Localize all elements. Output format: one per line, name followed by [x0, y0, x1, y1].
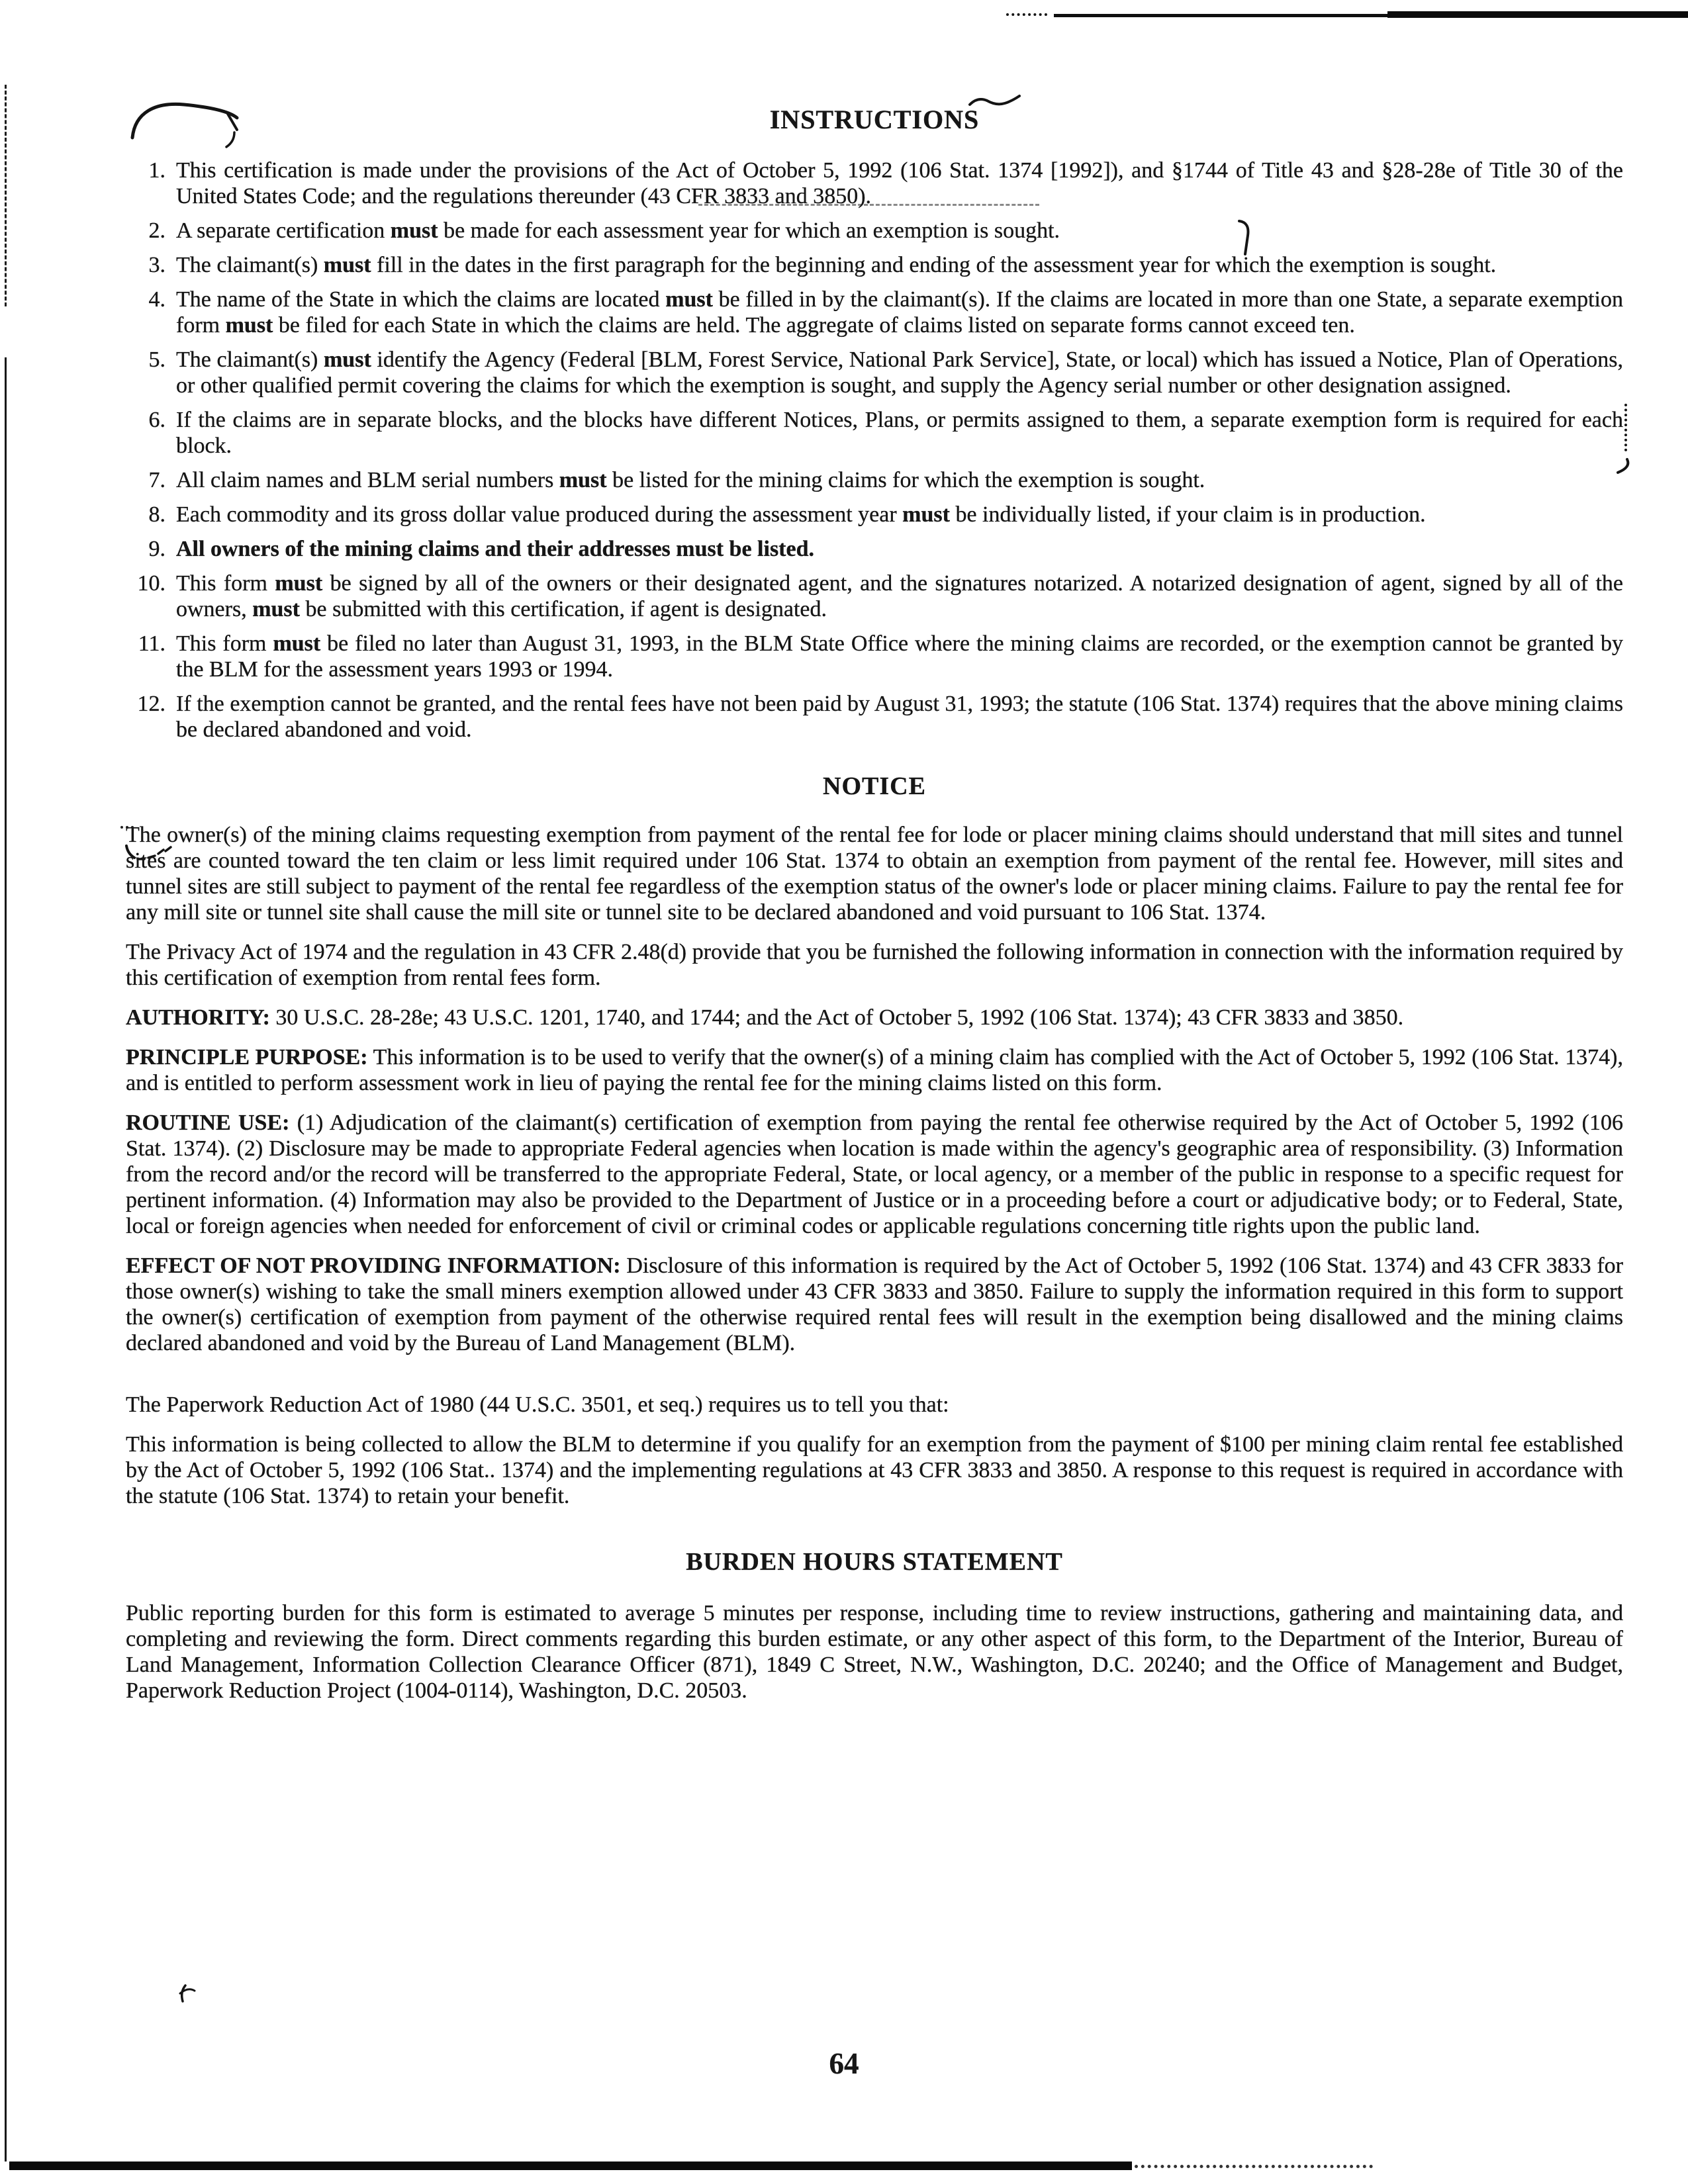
item-text: All claim names and BLM serial numbers must be listed for the mining claims for which the exemption is sought. [176, 468, 1205, 492]
item-number: 10. [137, 571, 165, 596]
instruction-item-7 [126, 467, 1623, 493]
item-text: A separate certification must be made for each assessment year for which an exemption is sought. [176, 218, 1060, 243]
item-text: The claimant(s) must identify the Agency (Federal [BLM, Forest Service, National Park Service], State, or local) which has issued a Notice, Plan of Operations, or other qualified permit covering the claims for which the exemption is sought, and supply the Agency serial number or other designation assigned. [176, 347, 1624, 398]
page-number: 64 [829, 2047, 859, 2080]
item-text: If the exemption cannot be granted, and the rental fees have not been paid by August 31, 1993; the statute (106 Stat. 1374) requires that the above mining claims be declared abandoned and void. [176, 692, 1623, 742]
scan-top-edge-line [1054, 14, 1390, 17]
item-text: Each commodity and its gross dollar value produced during the assessment year must be individually listed, if your claim is in production. [176, 502, 1426, 527]
instruction-item-2 [126, 218, 1623, 244]
handwritten-check-mark [173, 1983, 197, 2012]
notice-heading: NOTICE [823, 772, 926, 800]
item-number: 5. [148, 347, 165, 372]
scan-top-edge-bar [1387, 11, 1688, 18]
item-number: 3. [148, 253, 165, 277]
burden-hours-paragraph: Public reporting burden for this form is estimated to average 5 minutes per response, including time to review instructions, gathering and maintaining data, and completing and reviewing the form. Direct comments regarding this burden estimate, or any other aspect of this form, to the Department of the Interior, Bureau of Land Management, Information Collection Clearance Officer (871), 1849 C Street, N.W., Washington, D.C. 20240; and the Office of Management and Budget, Paperwork Reduction Project (1004-0114), Washington, D.C. 20503. [126, 1601, 1623, 1703]
instruction-item-3 [126, 252, 1623, 278]
notice-paragraph-authority: AUTHORITY: 30 U.S.C. 28-28e; 43 U.S.C. 1201, 1740, and 1744; and the Act of October 5, 1992 (106 Stat. 1374); 43 CFR 3833 and 3850. [126, 1005, 1404, 1030]
document-body [126, 105, 1623, 1717]
item-text: The name of the State in which the claims are located must be filled in by the claimant(s). If the claims are located in more than one State, a separate exemption form must be filed for each State in which the claims are held. The aggregate of claims listed on separate forms cannot exceed ten. [176, 287, 1623, 338]
instruction-item-8 [126, 502, 1623, 527]
notice-paragraph-principle-purpose: PRINCIPLE PURPOSE: This information is to be used to verify that the owner(s) of a mining claim has complied with the Act of October 5, 1992 (106 Stat. 1374), and is entitled to perform assessment work in lieu of paying the rental fee for the mining claims listed on this form. [126, 1045, 1623, 1095]
instructions-list [126, 158, 1623, 743]
item-text: This form must be signed by all of the owners or their designated agent, and the signatures notarized. A notarized designation of agent, signed by all of the owners, must be submitted with this certification, if agent is designated. [176, 571, 1623, 621]
instruction-item-9 [126, 536, 1623, 562]
item-text: This certification is made under the provisions of the Act of October 5, 1992 (106 Stat. 1374 [1992]), and §1744 of Title 43 and §28-28e of Title 30 of the United States Code; and the regulations thereunder (43 CFR 3833 and 3850). [176, 158, 1623, 208]
item-number: 8. [148, 502, 165, 527]
instruction-item-10 [126, 570, 1623, 622]
paperwork-act-body: This information is being collected to allow the BLM to determine if you qualify for an exemption from the payment of $100 per mining claim rental fee established by the Act of October 5, 1992 (106 Stat.. 1374) and the implementing regulations at 43 CFR 3833 and 3850. A response to this request is required in accordance with the statute (106 Stat. 1374) to retain your benefit. [126, 1432, 1623, 1508]
burden-hours-heading: BURDEN HOURS STATEMENT [686, 1548, 1063, 1576]
instruction-item-5 [126, 347, 1623, 398]
instructions-heading: INSTRUCTIONS [769, 105, 980, 134]
item-text: All owners of the mining claims and their addresses must be listed. [176, 537, 815, 561]
instruction-item-1 [126, 158, 1623, 209]
notice-paragraph-effect: EFFECT OF NOT PROVIDING INFORMATION: Disclosure of this information is required by the Act of October 5, 1992 (106 Stat. 1374) and 43 CFR 3833 for those owner(s) wishing to take the small miners exemption allowed under 43 CFR 3833 and 3850. Failure to supply the information required in this form to support the owner(s) certification of exemption from payment of the otherwise required rental fees will result in the exemption being disallowed and the mining claims declared abandoned and void by the Bureau of Land Management (BLM). [126, 1253, 1623, 1355]
scan-bottom-edge-bar [9, 2161, 1132, 2170]
instruction-item-6 [126, 407, 1623, 459]
handwritten-margin-ticks [1624, 404, 1627, 451]
instruction-item-4 [126, 287, 1623, 338]
item-number: 7. [148, 468, 165, 492]
scan-left-margin-line [5, 357, 7, 2161]
scan-top-edge-dashes [1006, 13, 1047, 16]
item-text: If the claims are in separate blocks, and the blocks have different Notices, Plans, or permits assigned to them, a separate exemption form is required for each block. [176, 408, 1623, 458]
scan-bottom-edge-dots [1135, 2165, 1373, 2168]
notice-paragraph-routine-use: ROUTINE USE: (1) Adjudication of the claimant(s) certification of exemption from paying the rental fee otherwise required by the Act of October 5, 1992 (106 Stat. 1374). (2) Disclosure may be made to appropriate Federal agencies when location is made within the agency's geographic area of responsibility. (3) Information from the record and/or the record will be transferred to the appropriate Federal, State, or local agency, or a member of the public in response to a specific request for pertinent information. (4) Information may also be provided to the Department of Justice or in a proceeding before a court or adjudicative body; or to Federal, State, local or foreign agencies when needed for enforcement of civil or criminal codes or applicable regulations concerning title rights upon the public land. [126, 1111, 1623, 1238]
scan-left-margin-dashed-line [5, 85, 7, 306]
item-number: 4. [148, 287, 165, 312]
notice-paragraph-privacy-act: The Privacy Act of 1974 and the regulation in 43 CFR 2.48(d) provide that you be furnished the following information in connection with the information required by this certification of exemption from rental fees form. [126, 940, 1623, 990]
item-number: 9. [148, 537, 165, 561]
item-text: This form must be filed no later than August 31, 1993, in the BLM State Office where the mining claims are recorded, or the exemption cannot be granted by the BLM for the assessment years 1993 or 1994. [176, 631, 1623, 682]
item-number: 12. [137, 692, 165, 716]
item-text: The claimant(s) must fill in the dates in the first paragraph for the beginning and ending of the assessment year for which the exemption is sought. [176, 253, 1497, 277]
instruction-item-12 [126, 691, 1623, 743]
item-number: 1. [148, 158, 165, 183]
item-number: 2. [148, 218, 165, 243]
instruction-item-11 [126, 631, 1623, 682]
notice-paragraph-mill-sites: The owner(s) of the mining claims requesting exemption from payment of the rental fee for lode or placer mining claims should understand that mill sites and tunnel sites are counted toward the ten claim or less limit required under 106 Stat. 1374 to obtain an exemption from payment of the rental fee. However, mill sites and tunnel sites are still subject to payment of the rental fee regardless of the exemption status of the owner's lode or placer mining claims. Failure to pay the rental fee for any mill site or tunnel site shall cause the mill site or tunnel site to be declared abandoned and void pursuant to 106 Stat. 1374. [126, 823, 1623, 925]
paperwork-act-intro: The Paperwork Reduction Act of 1980 (44 U.S.C. 3501, et seq.) requires us to tell you that: [126, 1392, 949, 1417]
item-number: 11. [138, 631, 165, 656]
item-number: 6. [148, 408, 165, 432]
